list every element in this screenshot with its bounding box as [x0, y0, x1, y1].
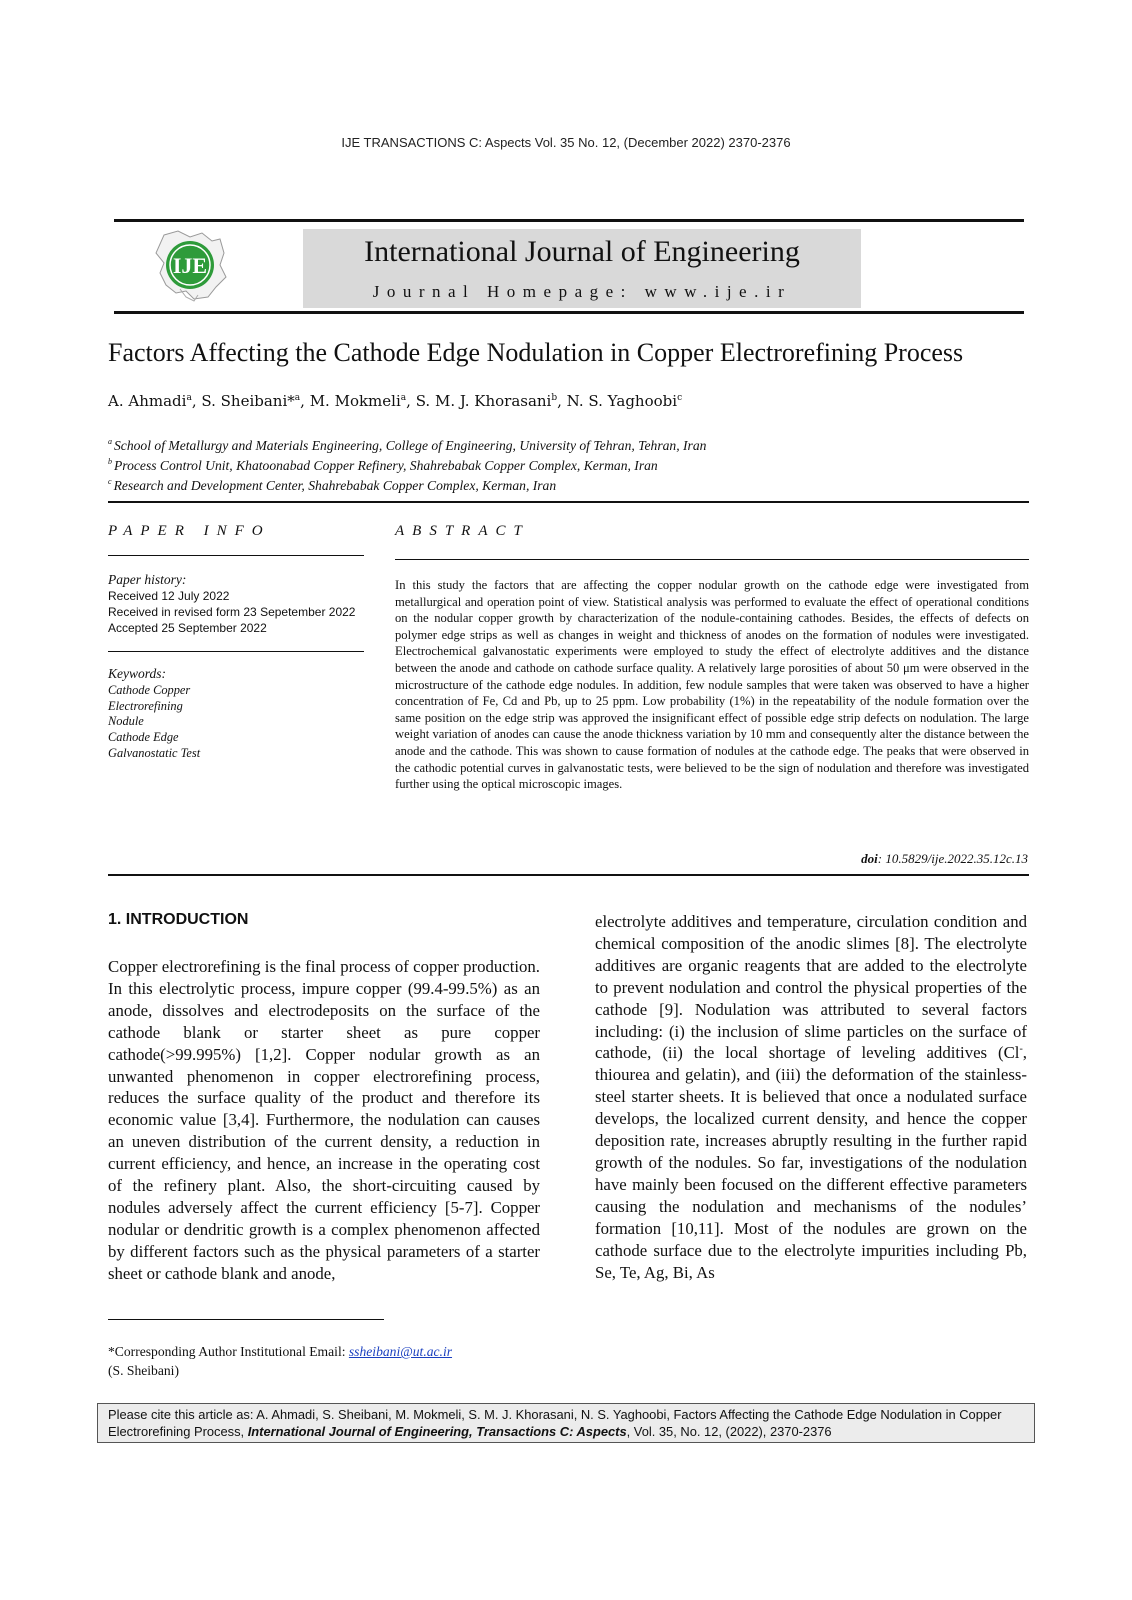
- header-divider: [108, 501, 1029, 503]
- intro-right-column: electrolyte additives and temperature, circulation condition and chemical composition of the anodic slimes [8]. The electrolyte additives are organic reagents that are added to the electrolyte to prevent nodulation and control the physical properties of the cathode [9]. Nodulation was attributed to several factors including: (i) the inclusion of slime particles on the surface of cathode, (ii) the local shortage of leveling additives (Cl-, thiourea and gelatin), and (iii) the deformation of the stainless-steel starter sheets. It is believed that once a nodulated surface develops, the localized current density, and hence the copper deposition rate, increases abruptly resulting in the further rapid growth of the nodules. So far, investigations of the nodulation have mainly been focused on the different effective parameters causing the nodulation and mechanisms of the nodules’ formation [10,11]. Most of the nodules are grown on the cathode surface due to the electrolyte impurities including Pb, Se, Te, Ag, Bi, As: [595, 912, 1027, 1282]
- journal-homepage[interactable]: Journal Homepage: www.ije.ir: [372, 282, 792, 301]
- keyword-item: Nodule: [108, 714, 144, 729]
- paper-title: Factors Affecting the Cathode Edge Nodulation in Copper Electrorefining Process: [108, 338, 964, 367]
- affiliation-item: $^b$ Process Control Unit, Khatoonabad Copper Refinery, Shahrebabak Copper Complex, Kerman, Iran: [108, 457, 658, 473]
- keyword-item: Cathode Copper: [108, 683, 191, 697]
- abstract-bottom-rule: [108, 874, 1029, 876]
- masthead-bottom-rule: [114, 311, 1024, 314]
- author: M. Mokmeli$^a$,: [309, 392, 416, 410]
- history-heading: Paper history:: [108, 572, 187, 587]
- doi[interactable]: doi: 10.5829/ije.2022.35.12c.13: [861, 851, 1028, 866]
- author: S. Sheibani*$^a$,: [201, 392, 310, 410]
- running-head: IJE TRANSACTIONS C: Aspects Vol. 35 No. 12, (December 2022) 2370-2376: [341, 135, 791, 150]
- ije-logo-icon: [150, 227, 230, 303]
- keyword-list: [108, 683, 200, 762]
- keywords-heading: Keywords:: [108, 666, 166, 681]
- section-heading: 1. INTRODUCTION: [108, 911, 249, 928]
- author: N. S. Yaghoobi$^c$: [566, 392, 683, 410]
- keyword-item: Electrorefining: [108, 698, 183, 713]
- ije-logo: [150, 227, 230, 303]
- intro-left-column: Copper electrorefining is the final process of copper production. In this electrolytic process, impure copper (99.4-99.5%) as an anode, dissolves and electrodeposits on the surface of the cathode blank or starter sheet as pure copper cathode(>99.995%) [1,2]. Copper nodular growth as an unwanted phenomenon in copper electrorefining process, reduces the surface quality of the product and therefore its economic value [3,4]. Furthermore, the nodulation can causes an uneven distribution of the current density, a reduction in current efficiency, and hence, an increase in the operating cost of the refinery plant. Also, the short-circuiting caused by nodules adversely affect the current efficiency [5-7]. Copper nodular or dendritic growth is a complex phenomenon affected by different factors such as the physical parameters of a starter sheet or cathode blank and anode,: [108, 957, 540, 1283]
- keyword-item: Cathode Edge: [108, 730, 179, 745]
- journal-name: International Journal of Engineering: [364, 235, 800, 268]
- masthead-top-rule: [114, 219, 1024, 222]
- footnote-rule: [108, 1319, 384, 1320]
- history-revised: Received in revised form 23 Sepetember 2022: [108, 605, 356, 619]
- author-email-link[interactable]: ssheibani@ut.ac.ir: [348, 1344, 453, 1359]
- logo-text: IJE: [172, 253, 208, 278]
- citation-box: Please cite this article as: A. Ahmadi, S. Sheibani, M. Mokmeli, S. M. J. Khorasani, N. S. Yaghoobi, Factors Affecting the Cathode Edge Nodulation in Copper Electrorefining Process, International Journal of Engineering, Transactions C: Aspects, Vol. 35, No. 12, (2022), 2370-2376: [97, 1403, 1035, 1443]
- journal-banner: [303, 229, 861, 308]
- paper-info-rule: [108, 555, 364, 556]
- abstract-rule: [395, 559, 1029, 560]
- paper-history: [108, 571, 355, 636]
- history-accepted: Accepted 25 September 2022: [108, 621, 267, 635]
- history-received: Received 12 July 2022: [108, 589, 230, 603]
- abstract-text: In this study the factors that are affecting the copper nodular growth on the cathode edge were investigated from metallurgical and operation point of view. Statistical analysis was performed to evaluate the effect of operational conditions on the nodular copper growth by characterization of the nodule-containing cathodes. Besides, the effects of defects on polymer edge strips as well as changes in weight and thickness of anodes on the formation of nodules were investigated. Electrochemical galvanostatic experiments were employed to study the effect of electrolyte additives and the distance between the anode and cathode on cathode surface quality. A relatively large porosities of about 50 μm were observed in the microstructure of the cathode edge nodules. In addition, few nodule samples that were taken was observed to have a higher concentration of Fe, Cd and Pb, up to 25 ppm. Low probability (1%) in the repeatability of the nodule formation over the same position on the edge strip was approved the insignificant effect of possible edge strip defects on nodulation. The large weight variation of anodes can cause the anode thickness variation by 10 mm and consequently alter the distance between the anode and the cathode. This was shown to cause formation of nodules at the cathode edge. The peaks that were observed in the cathodic potential curves in galvanostatic tests, were believed to be the sign of nodulation and therefore was investigated further using the optical microscopic images.: [395, 578, 1030, 792]
- paper-info-label: PAPER INFO: [108, 523, 271, 539]
- author-list: [108, 392, 682, 410]
- corresponding-author-footnote: *Corresponding Author Institutional Email: ssheibani@ut.ac.ir (S. Sheibani): [108, 1344, 453, 1378]
- keywords-heading-block: [108, 665, 166, 682]
- keyword-item: Galvanostatic Test: [108, 745, 201, 760]
- author: A. Ahmadi$^a$,: [108, 392, 202, 410]
- affiliation-item: $^a$ School of Metallurgy and Materials Engineering, College of Engineering, University of Tehran, Tehran, Iran: [108, 437, 707, 453]
- author: S. M. J. Khorasani$^b$,: [415, 392, 567, 410]
- affiliations: [108, 436, 706, 496]
- abstract-label: ABSTRACT: [395, 523, 530, 539]
- keywords-rule: [108, 651, 364, 652]
- affiliation-item: $^c$ Research and Development Center, Shahrebabak Copper Complex, Kerman, Iran: [108, 477, 557, 493]
